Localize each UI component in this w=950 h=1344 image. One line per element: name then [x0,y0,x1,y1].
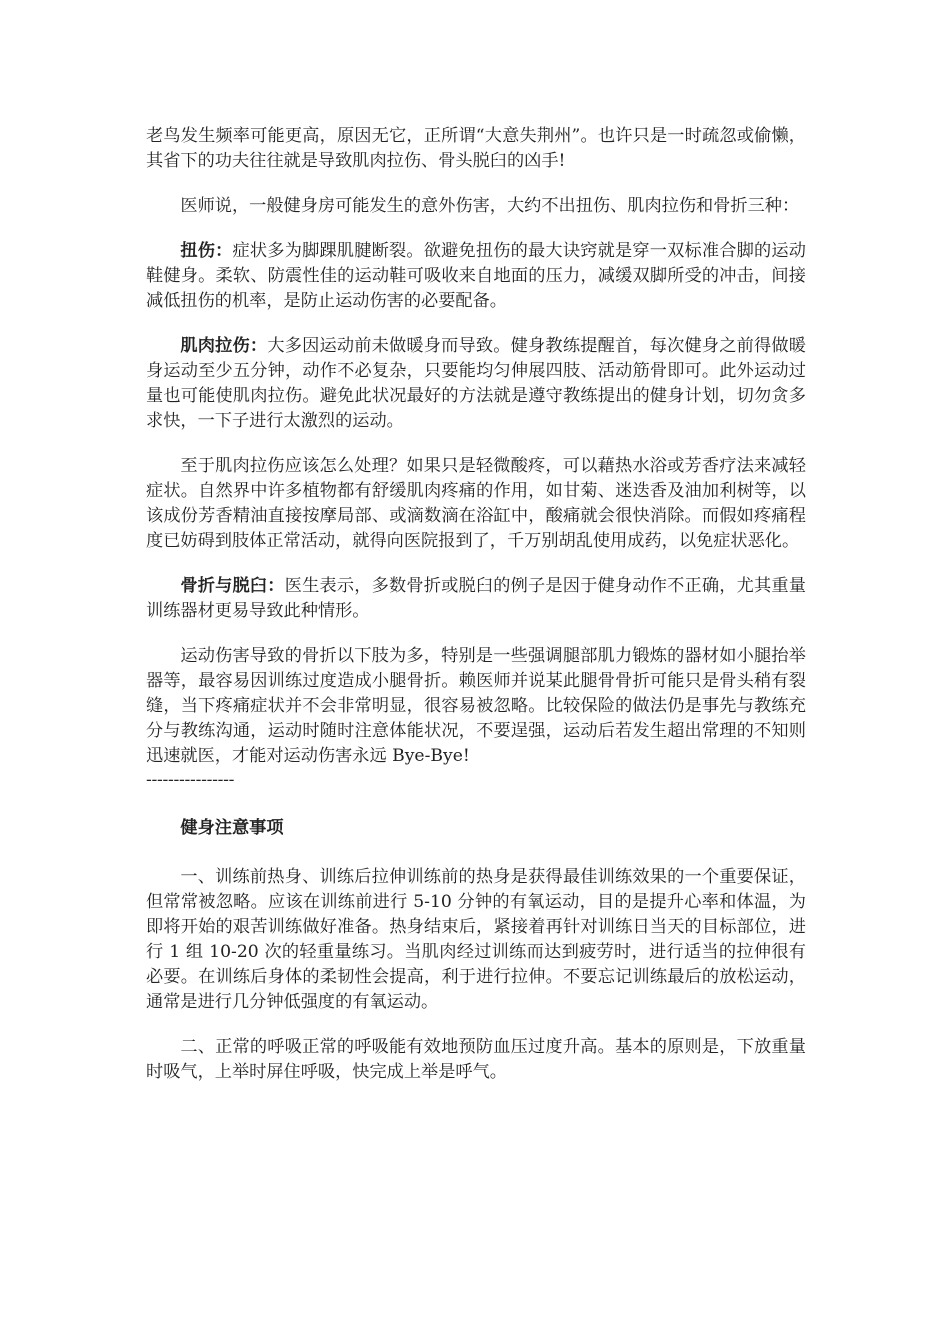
paragraph-injury-types: 医师说，一般健身房可能发生的意外伤害，大约不出扭伤、肌肉拉伤和骨折三种： [180,196,800,216]
sprain-body: 症状多为脚踝肌腱断裂。欲避免扭伤的最大诀窍就是穿一双标准合脚的运动鞋健身。柔软、防震性佳的运动鞋可吸收来自地面的压力，减缓双脚所受的冲击，间接减低扭伤的机率，是防止运动伤害的必要配备。 [146,241,806,311]
paragraph-sprain [146,239,806,314]
paragraph-fracture [146,574,806,624]
muscle-strain-body: 大多因运动前未做暖身而导致。健身教练提醒首，每次健身之前得做暖身运动至少五分钟，动作不必复杂，只要能均匀伸展四肢、活动筋骨即可。此外运动过量也可能使肌肉拉伤。避免此状况最好的方法就是遵守教练提出的健身计划，切勿贪多求快，一下子进行太激烈的运动。 [146,336,806,431]
document-body [146,124,806,1105]
separator-line: ---------------- [146,770,235,790]
paragraph-strain-treatment: 至于肌肉拉伤应该怎么处理？如果只是轻微酸疼，可以藉热水浴或芳香疗法来减轻症状。自然界中许多植物都有舒缓肌肉疼痛的作用，如甘菊、迷迭香及油加利树等，以该成份芳香精油直接按摩局部、或滴数滴在浴缸中，酸痛就会很快消除。而假如疼痛程度已妨碍到肢体正常活动，就得向医院报到了，千万别胡乱使用成药，以免症状恶化。 [146,456,806,551]
sprain-label: 扭伤： [180,241,233,261]
paragraph-fracture-detail: 运动伤害导致的骨折以下肢为多，特别是一些强调腿部肌力锻炼的器材如小腿抬举器等，最容易因训练过度造成小腿骨折。赖医师并说某此腿骨骨折可能只是骨头稍有裂缝，当下疼痛症状并不会非常明显，很容易被忽略。比较保险的做法仍是事先与教练充分与教练沟通，运动时随时注意体能状况，不要逞强，运动后若发生超出常理的不知则迅速就医，才能对运动伤害永远 Bye-Bye! [146,646,806,766]
paragraph-warmup: 一、训练前热身、训练后拉伸训练前的热身是获得最佳训练效果的一个重要保证，但常常被忽略。应该在训练前进行 5-10 分钟的有氧运动，目的是提升心率和体温，为即将开始的艰苦训练做好准备。热身结束后，紧接着再针对训练日当天的目标部位，进行 1 组 10-20 次的轻重量练习。当肌肉经过训练而达到疲劳时，进行适当的拉伸很有必要。在训练后身体的柔韧性会提高，利于进行拉伸。不要忘记训练最后的放松运动，通常是进行几分钟低强度的有氧运动。 [146,867,806,1012]
section-heading: 健身注意事项 [180,818,284,838]
fracture-body: 医生表示，多数骨折或脱臼的例子是因于健身动作不正确，尤其重量训练器材更易导致此种情形。 [146,576,806,621]
paragraph-muscle-strain [146,334,806,434]
muscle-strain-label: 肌肉拉伤： [180,336,268,356]
paragraph-intro: 老鸟发生频率可能更高，原因无它，正所谓“大意失荆州”。也许只是一时疏忽或偷懒，其省下的功夫往往就是导致肌肉拉伤、骨头脱臼的凶手! [146,126,806,171]
fracture-label: 骨折与脱臼： [180,576,285,596]
paragraph-breathing: 二、正常的呼吸正常的呼吸能有效地预防血压过度升高。基本的原则是，下放重量时吸气，上举时屏住呼吸，快完成上举是呼气。 [146,1037,806,1082]
